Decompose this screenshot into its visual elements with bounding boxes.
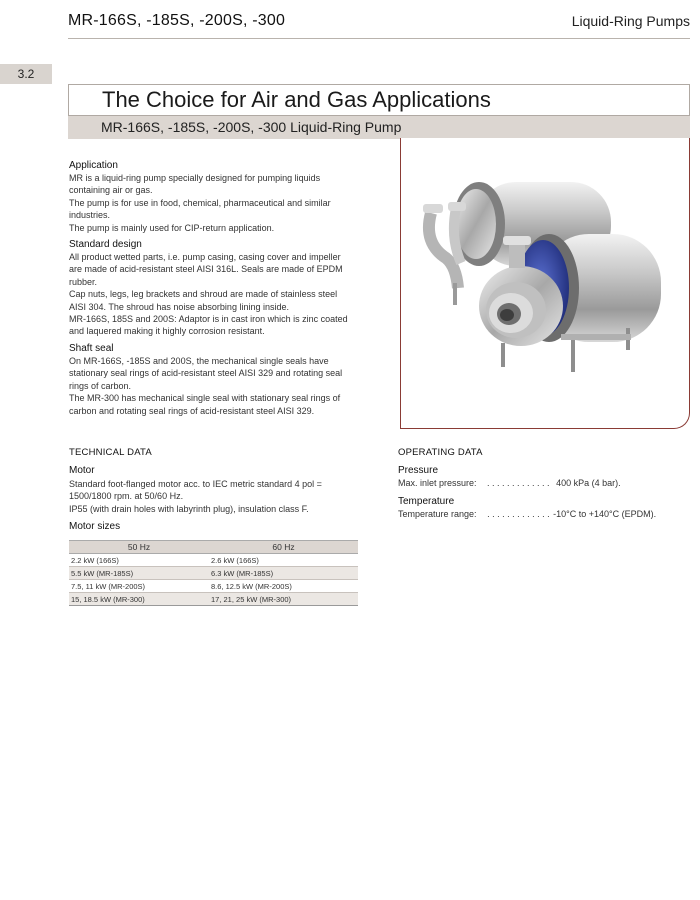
standard-design-line: and laquered making it highly corrosion resistant.	[69, 326, 265, 337]
temperature-value: -10°C to +140°C (EPDM).	[553, 509, 657, 519]
temperature-heading: Temperature	[398, 496, 455, 507]
temperature-leader-dots: . . . . . . . . . . . . .	[487, 509, 550, 519]
header-category: Liquid-Ring Pumps	[571, 13, 690, 29]
standard-design-section	[69, 238, 361, 338]
standard-design-line: All product wetted parts, i.e. pump casing, casing cover and impeller	[69, 252, 341, 262]
standard-design-heading: Standard design	[69, 239, 142, 250]
application-line: MR is a liquid-ring pump specially designed for pumping liquids	[69, 173, 321, 183]
table-header-60hz: 60 Hz	[209, 541, 358, 554]
standard-design-line: rubber.	[69, 276, 98, 287]
motor-sizes-heading: Motor sizes	[69, 521, 121, 532]
technical-data-heading: TECHNICAL DATA	[69, 447, 152, 458]
product-photo-frame	[400, 138, 690, 429]
table-cell: 5.5 kW (MR-185S)	[69, 567, 209, 580]
table-cell: 6.3 kW (MR-185S)	[209, 567, 358, 580]
motor-line: 1500/1800 rpm. at 50/60 Hz.	[69, 491, 184, 502]
application-line: The pump is for use in food, chemical, pharmaceutical and similar	[69, 197, 331, 208]
pressure-value: 400 kPa (4 bar).	[556, 478, 621, 488]
pressure-leader-dots: . . . . . . . . . . . . .	[487, 478, 550, 488]
motor-sizes-table	[69, 540, 358, 606]
motor-line: IP55 (with drain holes with labyrinth plug), insulation class F.	[69, 503, 309, 514]
application-line: The pump is mainly used for CIP-return application.	[69, 222, 275, 233]
motor-description	[69, 478, 361, 515]
table-cell: 2.2 kW (166S)	[69, 554, 209, 567]
header-models: MR-166S, -185S, -200S, -300	[68, 12, 286, 29]
table-row	[69, 554, 358, 567]
shaft-seal-line: rings of carbon.	[69, 380, 132, 391]
table-cell: 15, 18.5 kW (MR-300)	[69, 593, 209, 606]
motor-line: Standard foot-flanged motor acc. to IEC metric standard 4 pol =	[69, 479, 322, 489]
table-cell: 2.6 kW (166S)	[209, 554, 358, 567]
table-header-50hz: 50 Hz	[69, 541, 209, 554]
page-title: The Choice for Air and Gas Applications	[102, 87, 491, 112]
standard-design-line: Cap nuts, legs, leg brackets and shroud are made of stainless steel	[69, 289, 338, 300]
shaft-seal-line: carbon and rotating seal rings of acid-resistant steel AISI 329.	[69, 405, 315, 416]
table-cell: 17, 21, 25 kW (MR-300)	[209, 593, 358, 606]
pressure-row	[398, 478, 621, 488]
motor-heading: Motor	[69, 465, 95, 476]
shaft-seal-line: stationary seal rings of acid-resistant steel AISI 329 and rotating seal	[69, 368, 343, 379]
application-line: industries.	[69, 210, 111, 221]
standard-design-line: MR-166S, 185S and 200S: Adaptor is in cast iron which is zinc coated	[69, 314, 348, 325]
pump-photo	[401, 138, 689, 428]
section-number-tab: 3.2	[0, 64, 52, 84]
table-row	[69, 593, 358, 606]
shaft-seal-section	[69, 342, 361, 417]
application-line: containing air or gas.	[69, 185, 153, 196]
table-row	[69, 580, 358, 593]
title-box	[68, 84, 690, 115]
pressure-heading: Pressure	[398, 465, 439, 476]
temperature-label: Temperature range:	[398, 509, 477, 519]
pressure-label: Max. inlet pressure:	[398, 478, 477, 488]
shaft-seal-line: The MR-300 has mechanical single seal with stationary seal rings of	[69, 393, 341, 404]
standard-design-line: AISI 304. The shroud has noise absorbing lining inside.	[69, 301, 289, 312]
operating-data-heading: OPERATING DATA	[398, 447, 483, 458]
shaft-seal-heading: Shaft seal	[69, 343, 114, 354]
table-row	[69, 567, 358, 580]
page-subtitle: MR-166S, -185S, -200S, -300 Liquid-Ring Pump	[101, 119, 402, 135]
header-rule	[68, 38, 690, 39]
application-heading: Application	[69, 160, 118, 171]
table-cell: 7.5, 11 kW (MR-200S)	[69, 580, 209, 593]
subtitle-bar	[68, 115, 690, 139]
shaft-seal-line: On MR-166S, -185S and 200S, the mechanical single seals have	[69, 356, 329, 366]
application-section	[69, 159, 361, 234]
temperature-row	[398, 509, 656, 519]
standard-design-line: are made of acid-resistant steel AISI 316L. Seals are made of EPDM	[69, 264, 343, 275]
table-cell: 8.6, 12.5 kW (MR-200S)	[209, 580, 358, 593]
table-header-row	[69, 541, 358, 554]
